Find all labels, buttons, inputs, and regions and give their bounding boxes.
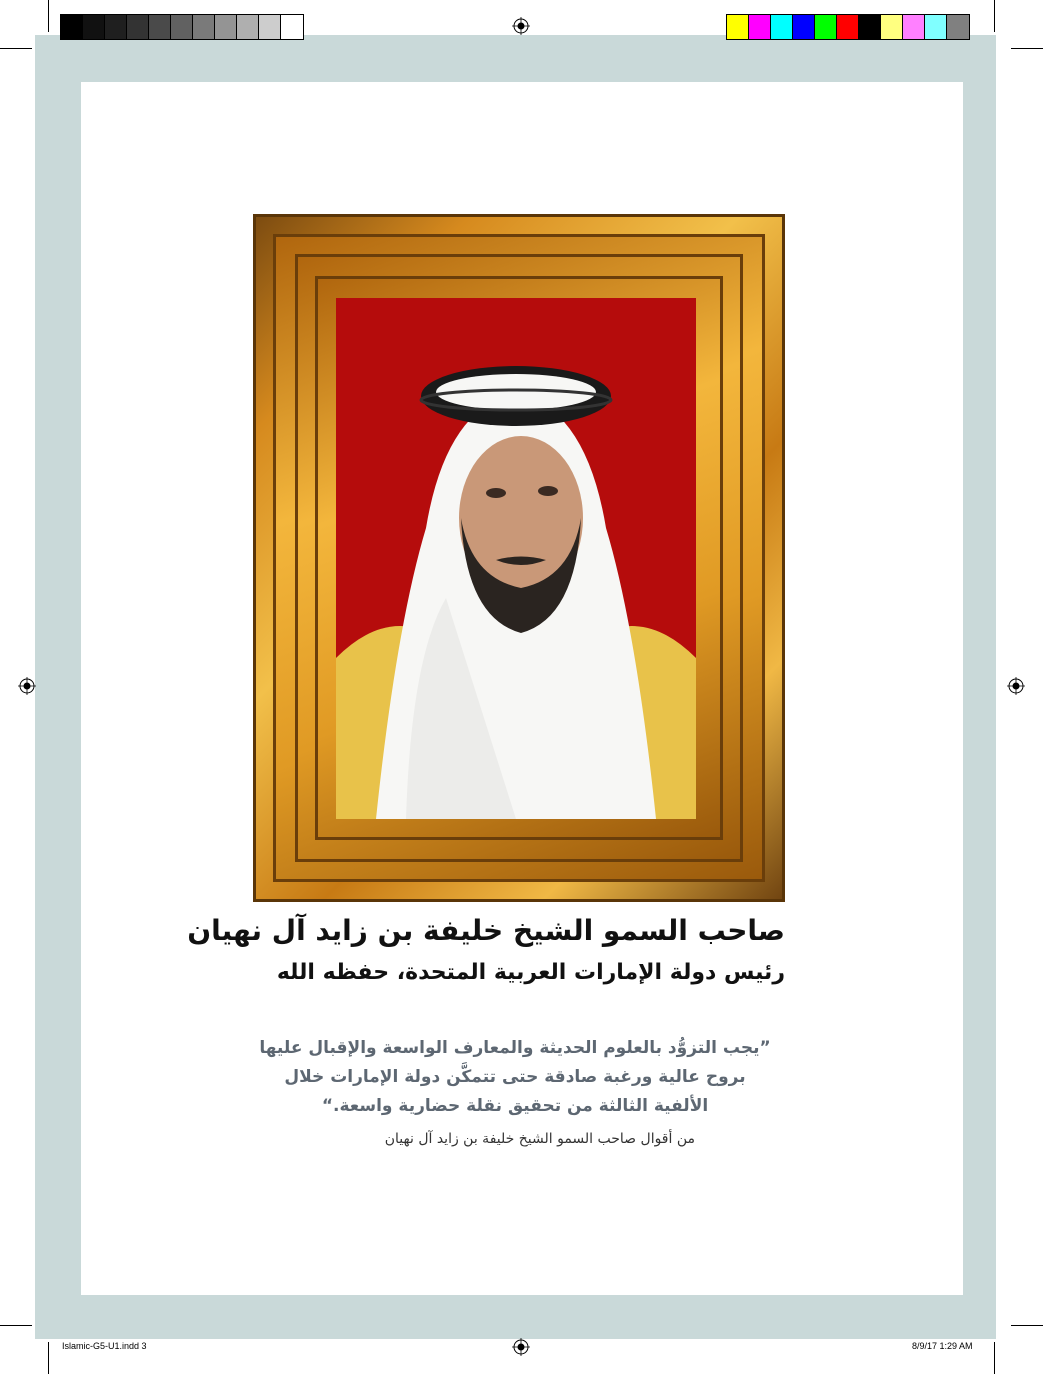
process-color-bar (726, 14, 970, 40)
color-swatch (259, 15, 281, 39)
color-swatch (61, 15, 83, 39)
color-swatch (105, 15, 127, 39)
color-swatch (193, 15, 215, 39)
crop-mark (1011, 48, 1043, 49)
color-swatch (837, 15, 859, 39)
quote-attribution: من أقوال صاحب السمو الشيخ خليفة بن زايد آل نهيان (384, 1131, 695, 1147)
quote-line: الألفية الثالثة من تحقيق نقلة حضارية واسعة.“ (321, 1096, 709, 1116)
color-swatch (727, 15, 749, 39)
color-swatch (925, 15, 947, 39)
quote-line: ”يجب التزوُّد بالعلوم الحديثة والمعارف الواسعة والإقبال عليها (259, 1038, 771, 1058)
color-swatch (215, 15, 237, 39)
color-swatch (903, 15, 925, 39)
page-subtitle: رئيس دولة الإمارات العربية المتحدة، حفظه الله (276, 960, 785, 985)
color-swatch (237, 15, 259, 39)
color-swatch (149, 15, 171, 39)
crop-mark (994, 1342, 995, 1374)
crop-mark (48, 1342, 49, 1374)
registration-mark-icon (18, 677, 36, 695)
color-swatch (771, 15, 793, 39)
slug-file-name: Islamic-G5-U1.indd 3 (62, 1341, 147, 1351)
crop-mark (48, 0, 49, 32)
portrait-illustration (336, 298, 696, 819)
crop-mark (994, 0, 995, 32)
color-swatch (281, 15, 303, 39)
quote-block (240, 1034, 790, 1121)
grayscale-color-bar (60, 14, 304, 40)
color-swatch (947, 15, 969, 39)
registration-mark-icon (512, 1338, 530, 1356)
quote-line: بروح عالية ورغبة صادقة حتى تتمكَّن دولة الإمارات خلال (284, 1067, 746, 1087)
crop-mark (1011, 1325, 1043, 1326)
crop-mark (0, 1325, 32, 1326)
color-swatch (793, 15, 815, 39)
color-swatch (749, 15, 771, 39)
color-swatch (127, 15, 149, 39)
crop-mark (0, 48, 32, 49)
registration-mark-icon (512, 17, 530, 35)
color-swatch (815, 15, 837, 39)
slug-datetime: 8/9/17 1:29 AM (912, 1341, 973, 1351)
color-swatch (83, 15, 105, 39)
page-title: صاحب السمو الشيخ خليفة بن زايد آل نهيان (187, 914, 785, 947)
registration-mark-icon (1007, 677, 1025, 695)
portrait-photo (336, 298, 696, 819)
color-swatch (881, 15, 903, 39)
color-swatch (171, 15, 193, 39)
color-swatch (859, 15, 881, 39)
